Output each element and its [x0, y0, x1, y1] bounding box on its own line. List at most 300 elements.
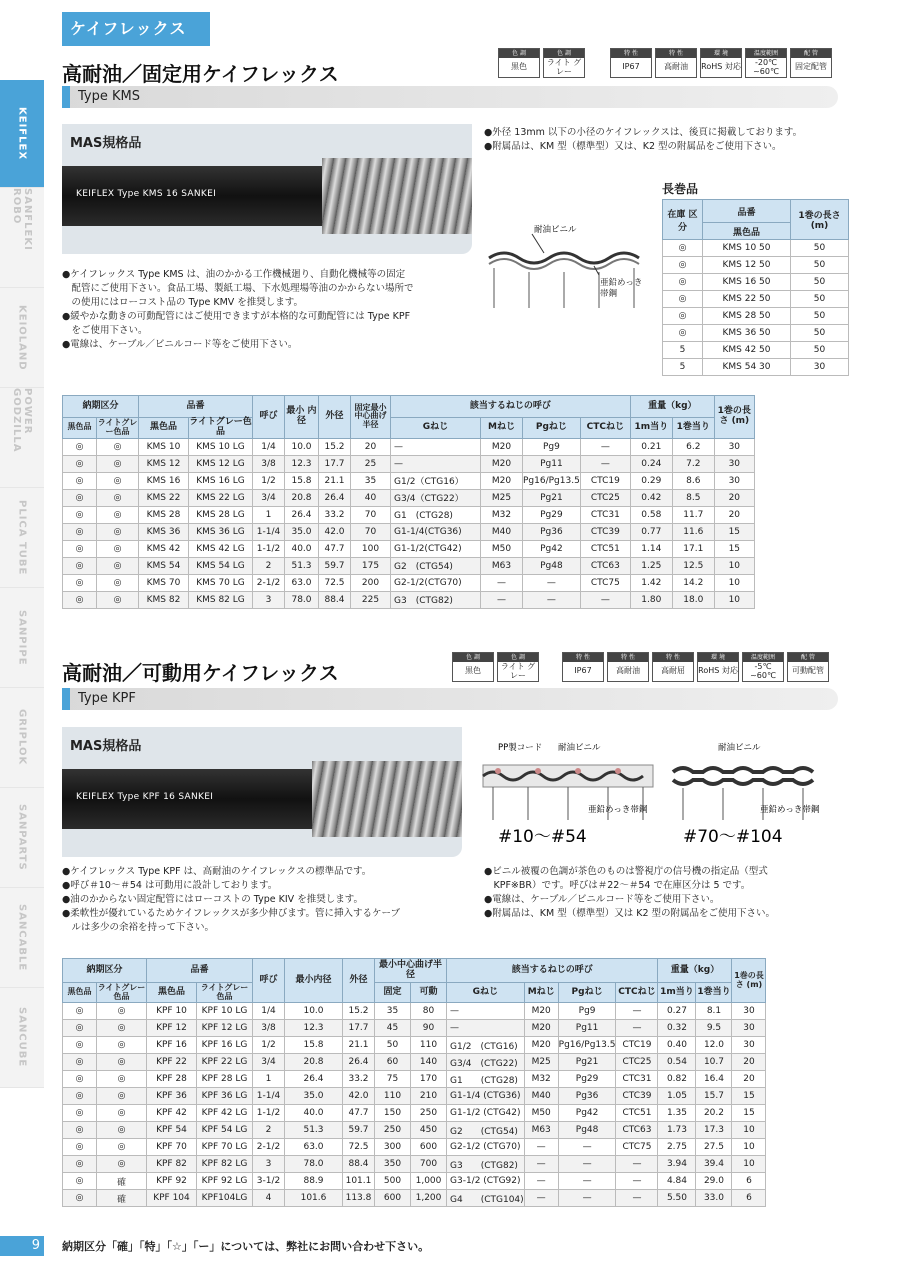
table-cell: 20 [351, 438, 391, 455]
table-cell: Pg29 [558, 1071, 616, 1088]
table-cell: 26.4 [285, 1071, 343, 1088]
table-cell: 10 [714, 557, 754, 574]
table-cell: 15 [732, 1105, 766, 1122]
side-tab-griplok[interactable]: GRIPLOK [0, 688, 44, 788]
table-cell: 10.0 [285, 1003, 343, 1020]
table-row: 5 KMS 54 30 30 [663, 359, 849, 376]
table-cell: 1.14 [630, 540, 672, 557]
table-cell: 35 [351, 472, 391, 489]
side-tab-sanparts[interactable]: SANPARTS [0, 788, 44, 888]
table-cell: KMS 54 [139, 557, 189, 574]
kpf-spec-color: 色 調 黒色 色 調 ライト グレー [452, 652, 539, 682]
table-cell: M40 [524, 1088, 558, 1105]
table-cell: ◎ [97, 506, 139, 523]
table-cell: 3.94 [658, 1156, 696, 1173]
table-cell: — [616, 1003, 658, 1020]
table-cell: 90 [411, 1020, 447, 1037]
side-tabs [0, 80, 44, 1088]
table-cell: CTC51 [580, 540, 630, 557]
table-cell: KMS 12 [139, 455, 189, 472]
table-cell: KPF 70 LG [197, 1139, 253, 1156]
table-cell: CTC19 [616, 1037, 658, 1054]
table-cell: — [616, 1156, 658, 1173]
table-cell: 1.73 [658, 1122, 696, 1139]
table-cell: — [558, 1156, 616, 1173]
table-cell: 11.6 [672, 523, 714, 540]
table-cell: 63.0 [285, 574, 319, 591]
kms-notes: ●ケイフレックス Type KMS は、油のかかる工作機械廻り、自動化機械等の固定 配管にご使用下さい。食品工場、製紙工場、下水処理場等油のかからない場所で の使用にはローコスト品の Type KMV を推奨します。 ●緩やかな動きの可動配管にはご使用できますが本格的な可動配管には Type KPF をご使用下さい。 ●電線は、ケーブル／ビニルコード等をご使用下さい。 [62, 269, 414, 350]
table-cell: 110 [411, 1037, 447, 1054]
table-cell: 0.77 [630, 523, 672, 540]
table-cell: ◎ [63, 1020, 97, 1037]
table-cell: 15 [732, 1088, 766, 1105]
table-cell: G4 (CTG104) [447, 1190, 525, 1207]
table-cell: Pg42 [558, 1105, 616, 1122]
table-cell: 88.4 [319, 591, 351, 608]
table-row: ◎ KMS 28 50 50 [663, 308, 849, 325]
table-cell: 78.0 [285, 591, 319, 608]
table-cell: 60 [375, 1054, 411, 1071]
kpf-vinyl-label-b: 耐油ビニル [718, 743, 761, 753]
table-cell: 30 [732, 1003, 766, 1020]
table-cell: 10 [732, 1139, 766, 1156]
table-cell: 8.6 [672, 472, 714, 489]
table-cell: KMS 82 LG [189, 591, 253, 608]
table-cell: 20.8 [285, 1054, 343, 1071]
table-cell: Pg16/Pg13.5 [523, 472, 581, 489]
kpf-notes-right: ●ビニル被覆の色調が茶色のものは警視庁の信号機の指定品（型式 KPF※BR）です。呼びは＃22～＃54 で在庫区分は 5 です。 ●電線は、ケーブル／ビニルコード等をご使用下さい。 ●附属品は、KM 型（標準型）又は K2 型の附属品をご使用下さい。 [484, 866, 776, 919]
side-tab-keiflex[interactable]: KEIFLEX [0, 80, 44, 188]
table-cell: 29.0 [696, 1173, 732, 1190]
table-cell: — [391, 438, 481, 455]
table-cell: 15 [714, 523, 754, 540]
table-cell: KMS 82 [139, 591, 189, 608]
table-cell: 1-1/4 [253, 523, 285, 540]
table-cell: M20 [524, 1020, 558, 1037]
kpf-range-a: #10～#54 [498, 827, 587, 847]
table-cell: KPF 28 [147, 1071, 197, 1088]
table-cell: 9.5 [696, 1020, 732, 1037]
table-cell: 30 [714, 438, 754, 455]
table-row [63, 1003, 766, 1020]
table-cell: Pg36 [523, 523, 581, 540]
table-cell: 26.4 [343, 1054, 375, 1071]
kpf-type-label: Type KPF [78, 691, 136, 706]
long-roll-table: 在庫 区分 品番 1巻の長さ (m) 黒色品 ◎ KMS 10 50 50 ◎ KMS 12 50 50 ◎ KMS 16 50 50 ◎ KMS 22 50 50 ◎ KMS 28 50 50 ◎ KMS 36 50 50 5 KMS 42 50 50 5 KMS 54 30 30 [662, 199, 849, 376]
table-cell: 12.5 [672, 557, 714, 574]
table-cell: 20.8 [285, 489, 319, 506]
table-cell: 1/4 [253, 1003, 285, 1020]
table-cell: ◎ [97, 591, 139, 608]
table-cell: KPF 12 LG [197, 1020, 253, 1037]
table-cell: 15 [714, 540, 754, 557]
side-tab-keioland[interactable]: KEIOLAND [0, 288, 44, 388]
table-cell: 80 [411, 1003, 447, 1020]
table-cell: — [447, 1003, 525, 1020]
table-cell: 1 [253, 1071, 285, 1088]
kpf-range-b: #70～#104 [683, 827, 783, 847]
table-row [63, 1156, 766, 1173]
table-cell: CTC63 [616, 1122, 658, 1139]
table-cell: 25 [351, 455, 391, 472]
table-cell: KMS 42 LG [189, 540, 253, 557]
table-cell: M20 [481, 455, 523, 472]
kms-right-notes: ●外径 13mm 以下の小径のケイフレックスは、後頁に掲載しております。 ●附属品は、KM 型（標準型）又は、K2 型の附属品をご使用下さい。 [484, 127, 803, 152]
table-cell: 42.0 [319, 523, 351, 540]
table-cell: KPF 22 [147, 1054, 197, 1071]
side-tab-sancube[interactable]: SANCUBE [0, 988, 44, 1088]
table-cell: 225 [351, 591, 391, 608]
table-cell: 150 [375, 1105, 411, 1122]
table-cell: KPF 42 LG [197, 1105, 253, 1122]
table-cell: KMS 22 LG [189, 489, 253, 506]
table-cell: CTC31 [580, 506, 630, 523]
table-cell: Pg48 [523, 557, 581, 574]
table-cell: Pg42 [523, 540, 581, 557]
side-tab-sanpipe[interactable]: SANPIPE [0, 588, 44, 688]
table-row [63, 540, 755, 557]
table-cell: 30 [714, 472, 754, 489]
table-cell: KPF 36 [147, 1088, 197, 1105]
table-cell: KPF 70 [147, 1139, 197, 1156]
table-cell: Pg11 [523, 455, 581, 472]
table-cell: 10.7 [696, 1054, 732, 1071]
table-cell: 1.35 [658, 1105, 696, 1122]
table-cell: — [391, 455, 481, 472]
table-cell: 47.7 [343, 1105, 375, 1122]
table-row [63, 1088, 766, 1105]
table-cell: 20.2 [696, 1105, 732, 1122]
table-cell: 72.5 [343, 1139, 375, 1156]
kpf-type-bar [62, 688, 838, 710]
table-cell: 40.0 [285, 540, 319, 557]
table-cell: 1.25 [630, 557, 672, 574]
table-cell: 40 [351, 489, 391, 506]
table-cell: KMS 10 LG [189, 438, 253, 455]
table-cell: 0.24 [630, 455, 672, 472]
table-cell: Pg21 [523, 489, 581, 506]
table-cell: ◎ [63, 1003, 97, 1020]
table-cell: 30 [714, 455, 754, 472]
table-cell: M25 [524, 1054, 558, 1071]
table-cell: 200 [351, 574, 391, 591]
table-cell: 3/8 [253, 1020, 285, 1037]
table-cell: M50 [481, 540, 523, 557]
table-cell: Pg36 [558, 1088, 616, 1105]
table-cell: 300 [375, 1139, 411, 1156]
table-cell: 4.84 [658, 1173, 696, 1190]
table-cell: G1-1/4(CTG36) [391, 523, 481, 540]
table-cell: 700 [411, 1156, 447, 1173]
table-cell: ◎ [63, 489, 97, 506]
table-cell: CTC75 [580, 574, 630, 591]
table-cell: G3/4（CTG22） [391, 489, 481, 506]
table-cell: 3/8 [253, 455, 285, 472]
table-row [63, 574, 755, 591]
side-tab-godzilla[interactable]: POWER GODZILLA [0, 388, 44, 488]
table-cell: 1-1/2 [253, 540, 285, 557]
table-cell: 0.32 [658, 1020, 696, 1037]
table-cell: ◎ [97, 574, 139, 591]
table-cell: ◎ [97, 438, 139, 455]
table-cell: 10 [732, 1122, 766, 1139]
table-cell: 10.0 [285, 438, 319, 455]
table-cell: ◎ [97, 1037, 147, 1054]
table-row [63, 489, 755, 506]
table-cell: 4 [253, 1190, 285, 1207]
table-cell: 1-1/4 [253, 1088, 285, 1105]
table-cell: — [481, 574, 523, 591]
table-cell: KPF 42 [147, 1105, 197, 1122]
table-cell: G1 (CTG28) [447, 1071, 525, 1088]
table-cell: 15.2 [343, 1003, 375, 1020]
table-cell: — [481, 591, 523, 608]
table-cell: G1 (CTG28) [391, 506, 481, 523]
table-cell: 2 [253, 1122, 285, 1139]
table-cell: M20 [481, 472, 523, 489]
table-cell: 35.0 [285, 523, 319, 540]
table-cell: KMS 10 [139, 438, 189, 455]
table-cell: 51.3 [285, 1122, 343, 1139]
table-cell: 600 [411, 1139, 447, 1156]
table-cell: 39.4 [696, 1156, 732, 1173]
table-cell: KMS 70 [139, 574, 189, 591]
kpf-notes-left: ●ケイフレックス Type KPF は、高耐油のケイフレックスの標準品です。 ●呼び＃10～＃54 は可動用に設計しております。 ●油のかからない固定配管にはローコストの Type KIV を推奨します。 ●柔軟性が優れているためケイフレックスが多少伸びます。管に挿入するケーブ ルは多少の余裕を持って下さい。 [62, 866, 401, 933]
table-cell: 30 [732, 1037, 766, 1054]
kms-steel-label: 亜鉛めっき 帯鋼 [600, 278, 643, 299]
kms-photo [62, 124, 472, 254]
table-cell: 0.21 [630, 438, 672, 455]
table-cell: 3 [253, 591, 285, 608]
table-cell: 21.1 [319, 472, 351, 489]
table-cell: 3/4 [253, 1054, 285, 1071]
table-cell: ◎ [63, 455, 97, 472]
table-cell: Pg48 [558, 1122, 616, 1139]
table-cell: — [580, 591, 630, 608]
table-cell: KPF 54 LG [197, 1122, 253, 1139]
table-cell: G1-1/2(CTG42) [391, 540, 481, 557]
table-cell: 11.7 [672, 506, 714, 523]
kpf-vinyl-label-a: 耐油ビニル [558, 743, 601, 753]
table-row [63, 1105, 766, 1122]
table-cell: Pg9 [558, 1003, 616, 1020]
table-cell: KPF 92 [147, 1173, 197, 1190]
table-cell: KPF 54 [147, 1122, 197, 1139]
table-cell: 0.27 [658, 1003, 696, 1020]
table-cell: 1.80 [630, 591, 672, 608]
table-cell: ◎ [63, 472, 97, 489]
side-tab-sanfleki[interactable]: SANFLEKI ROBO [0, 188, 44, 288]
table-cell: 59.7 [343, 1122, 375, 1139]
side-tab-sancable[interactable]: SANCABLE [0, 888, 44, 988]
table-cell: 8.1 [696, 1003, 732, 1020]
table-cell: ◎ [63, 1054, 97, 1071]
table-cell: KPF 12 [147, 1020, 197, 1037]
table-cell: 2-1/2 [253, 574, 285, 591]
table-row [63, 472, 755, 489]
table-cell: G2 (CTG54) [391, 557, 481, 574]
table-cell: 27.5 [696, 1139, 732, 1156]
table-cell: 450 [411, 1122, 447, 1139]
table-cell: G1/2 (CTG16) [447, 1037, 525, 1054]
table-row [63, 1054, 766, 1071]
table-row [63, 1020, 766, 1037]
table-cell: CTC39 [616, 1088, 658, 1105]
table-cell: ◎ [63, 523, 97, 540]
table-cell: G1-1/2 (CTG42) [447, 1105, 525, 1122]
table-cell: 21.1 [343, 1037, 375, 1054]
table-cell: 確 [97, 1190, 147, 1207]
table-cell: 26.4 [319, 489, 351, 506]
table-cell: 10 [732, 1156, 766, 1173]
table-cell: 113.8 [343, 1190, 375, 1207]
table-cell: 6 [732, 1190, 766, 1207]
table-cell: 2 [253, 557, 285, 574]
table-cell: 350 [375, 1156, 411, 1173]
table-cell: KMS 22 [139, 489, 189, 506]
table-cell: ◎ [97, 472, 139, 489]
kms-spec-color: 色 調 黒色 色 調 ライト グレー [498, 48, 585, 78]
kpf-section-diagram [478, 740, 838, 850]
table-cell: 88.4 [343, 1156, 375, 1173]
table-row [63, 1139, 766, 1156]
table-cell: 15.7 [696, 1088, 732, 1105]
table-cell: ◎ [97, 1020, 147, 1037]
table-cell: Pg16/Pg13.5 [558, 1037, 616, 1054]
table-cell: ◎ [63, 540, 97, 557]
table-cell: CTC39 [580, 523, 630, 540]
table-cell: 33.2 [319, 506, 351, 523]
table-cell: 175 [351, 557, 391, 574]
table-cell: M32 [481, 506, 523, 523]
table-cell: KMS 28 LG [189, 506, 253, 523]
table-cell: ◎ [97, 540, 139, 557]
table-cell: — [524, 1190, 558, 1207]
kpf-hose-label: KEIFLEX Type KPF 16 SANKEI [76, 792, 214, 802]
table-cell: 17.1 [672, 540, 714, 557]
table-cell: 35 [375, 1003, 411, 1020]
table-row: ◎ KMS 12 50 50 [663, 257, 849, 274]
table-cell: CTC51 [616, 1105, 658, 1122]
side-tab-plica[interactable]: PLICA TUBE [0, 488, 44, 588]
table-cell: CTC31 [616, 1071, 658, 1088]
table-cell: 1/4 [253, 438, 285, 455]
table-cell: 35.0 [285, 1088, 343, 1105]
table-cell: M63 [524, 1122, 558, 1139]
table-cell: Pg11 [558, 1020, 616, 1037]
table-cell: 17.3 [696, 1122, 732, 1139]
table-cell: KMS 12 LG [189, 455, 253, 472]
table-cell: 40.0 [285, 1105, 343, 1122]
kpf-steel-label-a: 亜鉛めっき帯鋼 [588, 805, 648, 815]
table-cell: G2 (CTG54) [447, 1122, 525, 1139]
table-cell: CTC75 [616, 1139, 658, 1156]
table-cell: 78.0 [285, 1156, 343, 1173]
table-cell: 2-1/2 [253, 1139, 285, 1156]
table-cell: — [558, 1190, 616, 1207]
table-cell: M63 [481, 557, 523, 574]
table-row [63, 591, 755, 608]
table-cell: 14.2 [672, 574, 714, 591]
table-cell: 10 [714, 591, 754, 608]
table-cell: M20 [481, 438, 523, 455]
brand-banner: ケイフレックス [62, 12, 210, 46]
table-cell: ◎ [97, 1003, 147, 1020]
table-cell: KPF 28 LG [197, 1071, 253, 1088]
table-cell: — [558, 1173, 616, 1190]
table-cell: 70 [351, 523, 391, 540]
table-cell: 42.0 [343, 1088, 375, 1105]
table-cell: KMS 28 [139, 506, 189, 523]
table-cell: G1-1/4 (CTG36) [447, 1088, 525, 1105]
table-cell: ◎ [97, 1088, 147, 1105]
page-number: 9 [0, 1236, 44, 1256]
table-cell: Pg29 [523, 506, 581, 523]
table-cell: ◎ [63, 1071, 97, 1088]
table-cell: KMS 16 [139, 472, 189, 489]
table-cell: 75 [375, 1071, 411, 1088]
table-cell: 26.4 [285, 506, 319, 523]
table-cell: Pg9 [523, 438, 581, 455]
table-cell: 2.75 [658, 1139, 696, 1156]
table-cell: ◎ [63, 1037, 97, 1054]
table-cell: ◎ [97, 523, 139, 540]
table-cell: ◎ [63, 506, 97, 523]
kms-vinyl-label: 耐油ビニル [534, 225, 577, 235]
table-cell: M20 [524, 1003, 558, 1020]
table-cell: ◎ [97, 455, 139, 472]
table-cell: 70 [351, 506, 391, 523]
table-row [63, 438, 755, 455]
table-cell: KPF 10 LG [197, 1003, 253, 1020]
table-cell: 15.2 [319, 438, 351, 455]
table-cell: 1,200 [411, 1190, 447, 1207]
table-cell: M20 [524, 1037, 558, 1054]
table-row [63, 1190, 766, 1207]
table-cell: ◎ [97, 1156, 147, 1173]
table-cell: KPF 22 LG [197, 1054, 253, 1071]
table-cell: ◎ [63, 438, 97, 455]
table-row: ◎ KMS 22 50 50 [663, 291, 849, 308]
table-cell: 0.29 [630, 472, 672, 489]
table-cell: G1/2（CTG16） [391, 472, 481, 489]
table-cell: 17.7 [319, 455, 351, 472]
table-cell: 1-1/2 [253, 1105, 285, 1122]
table-cell: — [523, 574, 581, 591]
long-roll-title: 長巻品 [662, 182, 699, 196]
table-cell: — [580, 455, 630, 472]
table-cell: ◎ [63, 591, 97, 608]
table-cell: 500 [375, 1173, 411, 1190]
table-cell: ◎ [63, 574, 97, 591]
table-cell: 33.2 [343, 1071, 375, 1088]
table-cell: 140 [411, 1054, 447, 1071]
table-cell: 20 [714, 506, 754, 523]
kms-spec-features: 特 性 IP67 特 性 高耐油 環 境 RoHS 対応 温度範囲 -20℃ ~60℃ 配 管 固定配管 [610, 48, 832, 78]
table-cell: — [523, 591, 581, 608]
kpf-steel-label-b: 亜鉛めっき帯鋼 [760, 805, 820, 815]
table-cell: 18.0 [672, 591, 714, 608]
table-cell: KPF 10 [147, 1003, 197, 1020]
table-cell: M25 [481, 489, 523, 506]
table-cell: 59.7 [319, 557, 351, 574]
table-cell: 8.5 [672, 489, 714, 506]
table-cell: — [616, 1020, 658, 1037]
table-row [63, 557, 755, 574]
table-row [63, 1071, 766, 1088]
table-cell: ◎ [97, 1071, 147, 1088]
table-cell: 30 [732, 1020, 766, 1037]
